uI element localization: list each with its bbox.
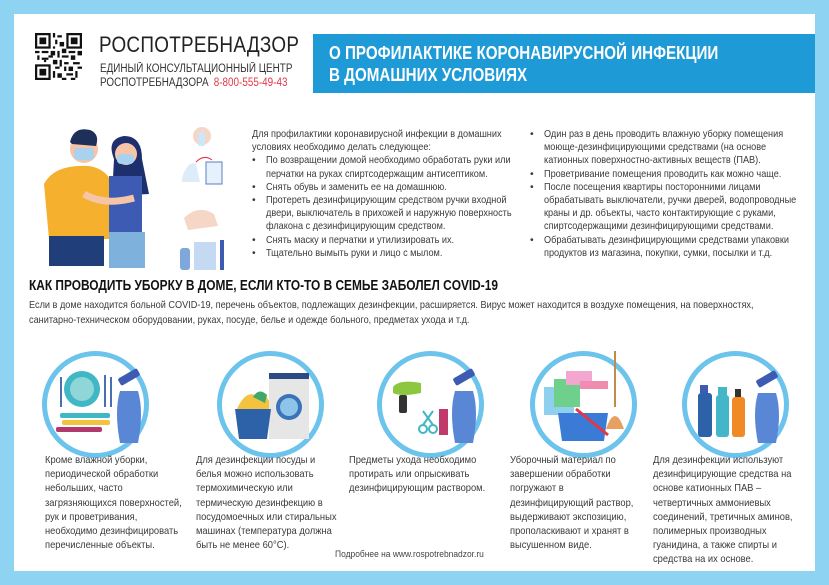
list-item: • Проветривание помещения проводить как можно чаще. — [530, 168, 820, 181]
cleaning-supplies-step — [180, 240, 224, 270]
consult-center-line2: РОСПОТРЕБНАДЗОРА — [100, 77, 209, 89]
consult-center-line1: ЕДИНЫЙ КОНСУЛЬТАЦИОННЫЙ ЦЕНТР — [100, 63, 293, 75]
hotline-phone[interactable]: 8-800-555-49-43 — [213, 77, 288, 89]
section-title: КАК ПРОВОДИТЬ УБОРКУ В ДОМЕ, ЕСЛИ КТО-ТО В СЕМЬЕ ЗАБОЛЕЛ COVID-19 — [29, 278, 498, 294]
dishes-spray-icon — [42, 351, 149, 458]
more-info-link[interactable]: Подробнее на www.rospotrebnadzor.ru — [335, 549, 484, 560]
title-banner — [313, 34, 815, 93]
list-item: • По возвращении домой необходимо обработать руки или перчатки на руках спиртсодержащим антисептиком. — [252, 154, 542, 180]
list-item: • Протереть дезинфицирующим средством ручки входной двери, выключатель в прихожей и наружную поверхность флакона с дезинфицирующим средством. — [252, 194, 542, 234]
caption-disinfectants: Для дезинфекции используют дезинфицирующие средства на основе катионных ПАВ – четвертичных аммониевых соединений, третичных аминов, полимерных производных гуанидина, а также спирты и средства на их основе. — [653, 455, 793, 566]
caption-surfaces: Кроме влажной уборки, периодической обработки небольших, часто загрязняющихся поверхностей, рук и проветривания, необходимо дезинфицировать перечисленные объекты. — [45, 455, 182, 552]
title-line1: О ПРОФИЛАКТИКЕ КОРОНАВИРУСНОЙ ИНФЕКЦИИ — [329, 42, 719, 63]
cleaning-tips-list — [530, 128, 820, 260]
list-item: • Снять маску и перчатки и утилизировать их. — [252, 234, 542, 247]
list-item: • После посещения квартиры посторонними лицами обрабатывать выключатели, ручки дверей, водопроводные краны и др. объекты, часто контактирующие с руками, спиртсодержащими дезинфицирующими средствами. — [530, 181, 820, 234]
laundry-washer-icon — [217, 351, 324, 458]
list-item: • Обрабатывать дезинфицирующими средствами упаковки продуктов из магазина, покупки, сумки, посылки и т.д. — [530, 234, 820, 260]
hand-sanitizer-step — [193, 127, 211, 146]
detergent-bottles-icon — [682, 351, 789, 458]
section-description: Если в доме находится больной COVID-19, перечень объектов, подлежащих дезинфекции, расширяется. Вирус может находится в воздухе помещения, на поверхностях, санитарно-техническом оборудовании, руках, посуде, белье и одежде больного, предметах ухода и т.д. — [29, 300, 754, 326]
handwash-step — [184, 210, 218, 230]
qr-code-icon — [35, 33, 82, 80]
caption-care-items: Предметы ухода необходимо протирать или опрыскивать дезинфицирующим раствором. — [349, 455, 486, 495]
brand-name: РОСПОТРЕБНАДЗОР — [99, 32, 300, 57]
bucket-mop-icon — [530, 351, 637, 458]
list-item: • Один раз в день проводить влажную уборку помещения моюще-дезинфицирующими средствами (на основе катионных поверхностно-активных веществ (ПАВ). — [530, 128, 820, 168]
list-item: • Снять обувь и заменить ее на домашнюю. — [252, 181, 542, 194]
poster-card — [14, 14, 815, 571]
intro-lead-line1: Для профилактики коронавирусной инфекции в домашних — [252, 129, 502, 140]
care-items-spray-icon — [377, 351, 484, 458]
couple-in-masks-illustration — [14, 114, 244, 274]
caption-dishes-laundry: Для дезинфекции посуды и белья можно использовать термохимическую или термическую дезинфекцию в посудомоечных или стиральных машинах (температура должна быть не менее 60°С). — [196, 455, 337, 552]
caption-cleaning-material: Уборочный материал по завершении обработки погружают в дезинфицирующий раствор, выдерживают экспозицию, прополаскивают и хранят в высушенном виде. — [510, 455, 634, 552]
trash-step — [182, 157, 222, 184]
home-steps-list — [252, 154, 542, 260]
title-line2: В ДОМАШНИХ УСЛОВИЯХ — [329, 64, 528, 85]
intro-lead-line2: условиях необходимо делать следующее: — [252, 142, 431, 154]
intro-left-column — [252, 128, 542, 260]
intro-right-column — [530, 128, 820, 260]
list-item: • Тщательно вымыть руки и лицо с мылом. — [252, 247, 542, 260]
consult-center — [100, 62, 292, 90]
